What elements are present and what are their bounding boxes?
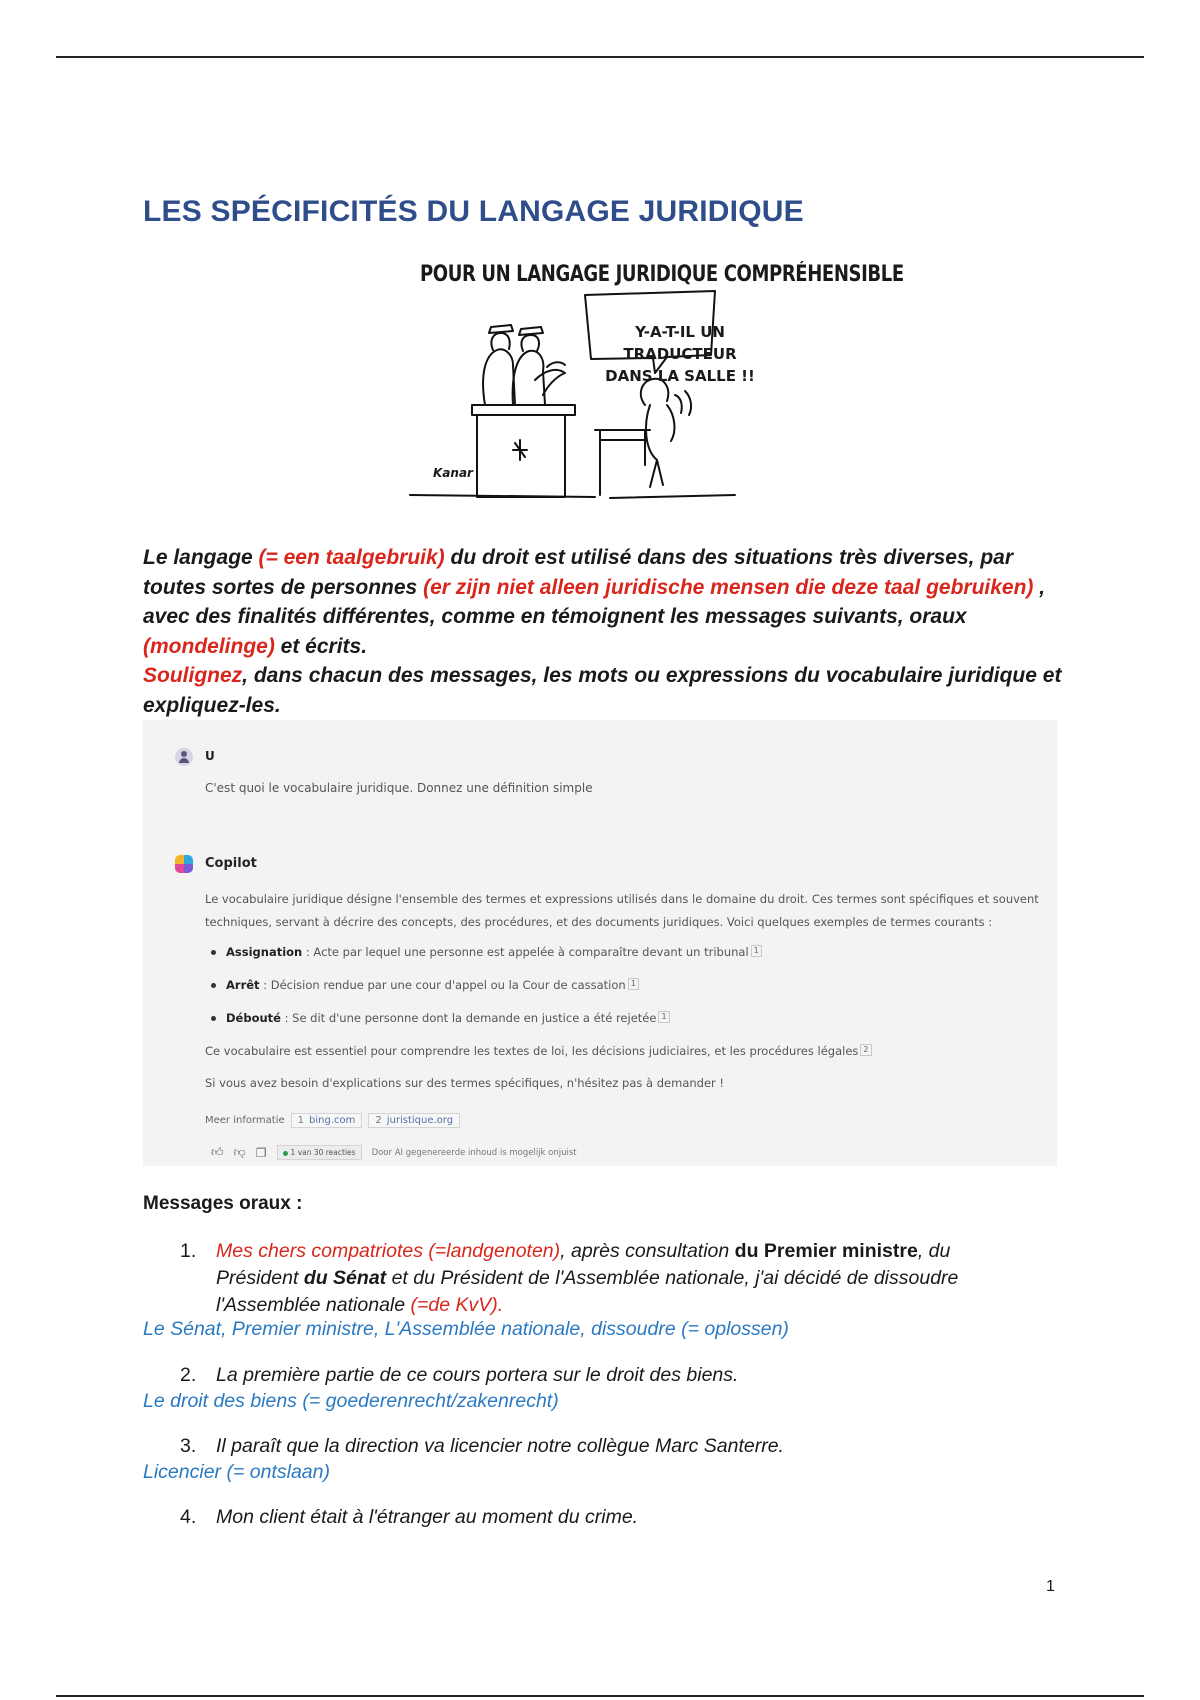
answer-line: Le droit des biens (= goederenrecht/zakenrecht) [143, 1390, 559, 1412]
intro-translation: (er zijn niet alleen juridische mensen die deze taal gebruiken) [423, 575, 1034, 599]
speech-bubble [600, 321, 760, 387]
footer-rule [56, 1695, 1144, 1697]
answer-closing: Si vous avez besoin d'explications sur des termes spécifiques, n'hésitez pas à demander ! [205, 1076, 725, 1090]
intro-translation: (= een taalgebruik) [258, 546, 445, 569]
user-question: C'est quoi le vocabulaire juridique. Donnez une définition simple [205, 781, 593, 795]
citation-link[interactable]: 1 [628, 978, 639, 990]
cartoon-caption: POUR UN LANGAGE JURIDIQUE COMPRÉHENSIBLE [420, 262, 904, 287]
answer-paragraph-text: Ce vocabulaire est essentiel pour comprendre les textes de loi, les décisions judiciaires, et les procédures légales [205, 1044, 859, 1058]
message-item [180, 1504, 1000, 1531]
bubble-line-1: Y-A-T-IL UN TRADUCTEUR [623, 323, 737, 363]
source-label: juristique.org [386, 1115, 454, 1126]
translation-note: Mes chers compatriotes (=landgenoten) [216, 1240, 561, 1262]
user-avatar-icon [175, 748, 193, 766]
bullet-def: : Se dit d'une personne dont la demande en justice a été rejetée [280, 1011, 657, 1025]
answer-bullet [211, 1011, 670, 1025]
answer-paragraph [205, 1044, 872, 1058]
answer-line: Licencier (= ontslaan) [143, 1461, 330, 1483]
message-item [180, 1362, 1000, 1389]
more-info-label: Meer informatie [205, 1115, 285, 1126]
bullet-term: Assignation [226, 945, 303, 959]
item-number: 4. [180, 1506, 197, 1528]
thumbs-down-icon[interactable]: 👎︎ [233, 1145, 246, 1159]
intro-text: Le langage [143, 546, 259, 569]
cartoon-signature: Kanar [433, 466, 473, 480]
bubble-line-2: DANS LA SALLE !! [605, 367, 755, 385]
item-number: 2. [180, 1364, 197, 1386]
page-title: LES SPÉCIFICITÉS DU LANGAGE JURIDIQUE [143, 195, 804, 228]
intro-text: et écrits. [274, 634, 368, 658]
translation-note: (=de KvV). [410, 1294, 504, 1316]
source-number: 2 [375, 1115, 382, 1126]
ai-disclaimer: Door AI gegenereerde inhoud is mogelijk onjuist [371, 1147, 577, 1158]
bullet-def: : Acte par lequel une personne est appelée à comparaître devant un tribunal [302, 945, 749, 959]
copilot-answer-intro: Le vocabulaire juridique désigne l'ensemble des termes et expressions utilisés dans le domaine du droit. Ces termes sont spécifiques et souvent techniques, servant à décrire des concepts, des procédures, et des documents juridiques. Voici quelques exemples de termes courants : [205, 892, 1039, 929]
user-name: U [205, 749, 215, 763]
citation-link[interactable]: 2 [860, 1044, 871, 1056]
item-text [216, 1238, 1000, 1319]
bullet-dot-icon [211, 983, 216, 988]
answer-bullet [211, 945, 762, 959]
copilot-screenshot [143, 720, 1057, 1166]
bullet-term: Débouté [226, 1011, 281, 1025]
instruction-keyword: Soulignez [143, 664, 243, 687]
copy-icon[interactable]: ❐ [255, 1145, 267, 1160]
citation-link[interactable]: 1 [751, 945, 762, 957]
item-number: 3. [180, 1435, 197, 1457]
citation-link[interactable]: 1 [658, 1011, 669, 1023]
sources-bar [205, 1113, 460, 1128]
source-chip[interactable] [368, 1113, 460, 1128]
item-text-part: , après consultation [560, 1240, 735, 1262]
response-counter [277, 1145, 362, 1160]
bullet-term: Arrêt [226, 978, 260, 992]
copilot-name: Copilot [205, 856, 257, 871]
message-item [180, 1238, 1000, 1319]
bullet-def: : Décision rendue par une cour d'appel ou la Cour de cassation [259, 978, 626, 992]
intro-translation: (mondelinge) [143, 634, 275, 658]
header-rule [56, 56, 1144, 58]
bullet-dot-icon [211, 1016, 216, 1021]
copilot-logo-icon [175, 855, 193, 873]
item-text: Mon client était à l'étranger au moment du crime. [216, 1506, 639, 1528]
source-number: 1 [297, 1115, 305, 1126]
section-heading: Messages oraux : [143, 1193, 303, 1214]
item-text-part: , du Président [216, 1240, 951, 1289]
feedback-bar [211, 1145, 577, 1160]
answer-line: Le Sénat, Premier ministre, L'Assemblée nationale, dissoudre (= oplossen) [143, 1318, 789, 1340]
item-text: La première partie de ce cours portera sur le droit des biens. [216, 1364, 739, 1386]
answer-bullet [211, 978, 639, 992]
status-dot-icon [283, 1151, 288, 1156]
thumbs-up-icon[interactable]: 👍︎ [211, 1145, 224, 1159]
instruction-text: , dans chacun des messages, les mots ou expressions du vocabulaire juridique et expliquez-les. [143, 664, 1062, 717]
legal-term: du Sénat [303, 1267, 387, 1289]
source-chip[interactable] [291, 1113, 363, 1128]
intro-paragraph [143, 543, 1063, 720]
intro-text: du droit est utilisé dans des situations très diverses, par toutes sortes de personnes [143, 546, 1014, 599]
response-counter-text: 1 van 30 reacties [290, 1148, 356, 1157]
intro-text: , avec des finalités différentes, comme en témoignent les messages suivants, oraux [143, 575, 1046, 628]
item-number: 1. [180, 1240, 197, 1262]
page-number: 1 [1046, 1578, 1055, 1595]
item-text-part: et du Président de l'Assemblée nationale, j'ai décidé de dissoudre l'Assemblée nationale [216, 1267, 959, 1316]
message-item [180, 1433, 1000, 1460]
item-text: Il paraît que la direction va licencier notre collègue Marc Santerre. [216, 1435, 784, 1457]
legal-term: du Premier ministre [734, 1240, 918, 1262]
bullet-dot-icon [211, 950, 216, 955]
source-label: bing.com [309, 1115, 356, 1126]
